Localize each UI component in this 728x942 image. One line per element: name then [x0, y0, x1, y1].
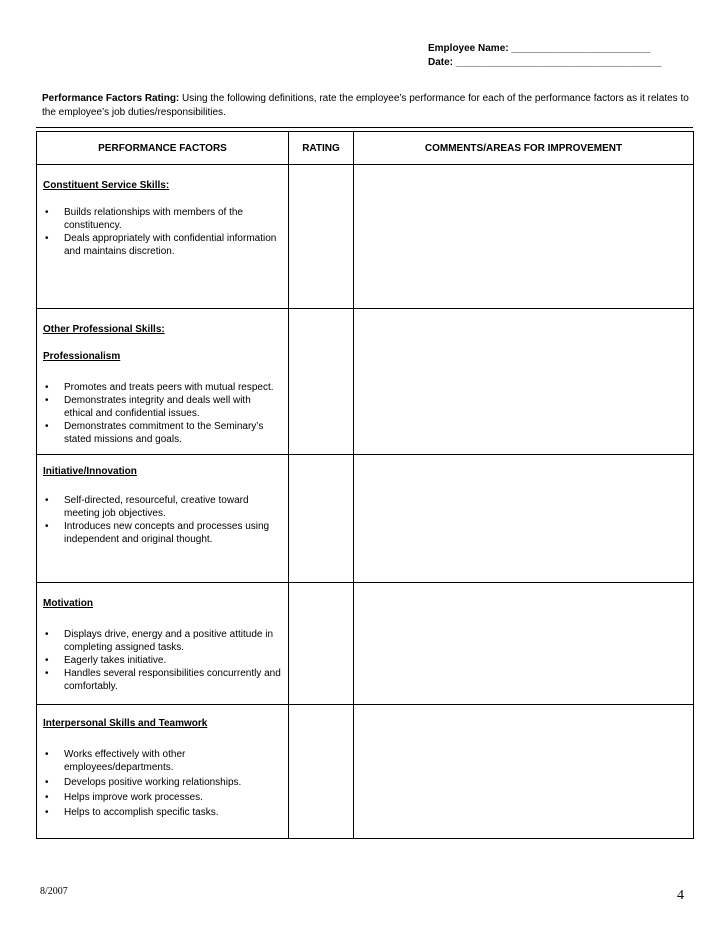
header-rating: RATING	[289, 132, 354, 165]
section-title: Interpersonal Skills and Teamwork	[43, 718, 208, 729]
intro-paragraph	[42, 92, 694, 120]
interpersonal-section	[37, 705, 288, 819]
list-item: • Builds relationships with members of the constituency.	[43, 206, 282, 232]
section-title: Initiative/Innovation	[43, 466, 137, 477]
top-rule	[36, 127, 693, 128]
list-item: • Demonstrates commitment to the Seminary’s stated missions and goals.	[43, 420, 282, 446]
employee-name-line: Employee Name: _________________________	[428, 43, 651, 54]
list-item: • Demonstrates integrity and deals well with ethical and confidential issues.	[43, 394, 282, 420]
rating-cell[interactable]	[289, 705, 354, 839]
section-title: Constituent Service Skills:	[43, 180, 170, 191]
list-item: • Promotes and treats peers with mutual respect.	[43, 381, 282, 394]
list-item: • Develops positive working relationships.	[43, 776, 282, 789]
list-item: • Deals appropriately with confidential information and maintains discretion.	[43, 232, 282, 258]
section-subtitle: Professionalism	[43, 351, 121, 362]
page-number: 4	[677, 888, 684, 903]
list-item: • Eagerly takes initiative.	[43, 654, 282, 667]
section-title: Other Professional Skills:	[43, 324, 165, 335]
list-item: • Introduces new concepts and processes using independent and original thought.	[43, 520, 282, 546]
date-line: Date: _____________________________________	[428, 57, 662, 68]
footer-date: 8/2007	[40, 886, 68, 897]
comments-cell[interactable]	[354, 705, 694, 839]
comments-cell[interactable]	[354, 309, 694, 455]
table-row	[37, 165, 694, 309]
rating-cell[interactable]	[289, 309, 354, 455]
rating-cell[interactable]	[289, 583, 354, 705]
header-performance-factors: PERFORMANCE FACTORS	[37, 132, 289, 165]
list-item: • Helps improve work processes.	[43, 791, 282, 804]
table-row	[37, 455, 694, 583]
performance-factors-table	[36, 131, 694, 839]
employee-header	[428, 42, 662, 70]
table-row	[37, 705, 694, 839]
comments-cell[interactable]	[354, 165, 694, 309]
constituent-section	[37, 165, 288, 258]
comments-cell[interactable]	[354, 583, 694, 705]
list-item: • Handles several responsibilities concurrently and comfortably.	[43, 667, 282, 693]
table-row	[37, 583, 694, 705]
list-item: • Displays drive, energy and a positive attitude in completing assigned tasks.	[43, 628, 282, 654]
initiative-section	[37, 455, 288, 546]
section-title: Motivation	[43, 598, 93, 609]
rating-cell[interactable]	[289, 455, 354, 583]
list-item: • Helps to accomplish specific tasks.	[43, 806, 282, 819]
professional-section	[37, 309, 288, 446]
intro-text: Using the following definitions, rate the employee’s performance for each of the performance factors as it relates to the employee’s job duties/responsibilities.	[42, 93, 689, 118]
table-row	[37, 309, 694, 455]
table-header-row	[37, 132, 694, 165]
header-comments: COMMENTS/AREAS FOR IMPROVEMENT	[354, 132, 694, 165]
rating-cell[interactable]	[289, 165, 354, 309]
motivation-section	[37, 583, 288, 693]
list-item: • Works effectively with other employees/departments.	[43, 748, 282, 774]
comments-cell[interactable]	[354, 455, 694, 583]
list-item: • Self-directed, resourceful, creative toward meeting job objectives.	[43, 494, 282, 520]
intro-lead: Performance Factors Rating:	[42, 93, 180, 104]
